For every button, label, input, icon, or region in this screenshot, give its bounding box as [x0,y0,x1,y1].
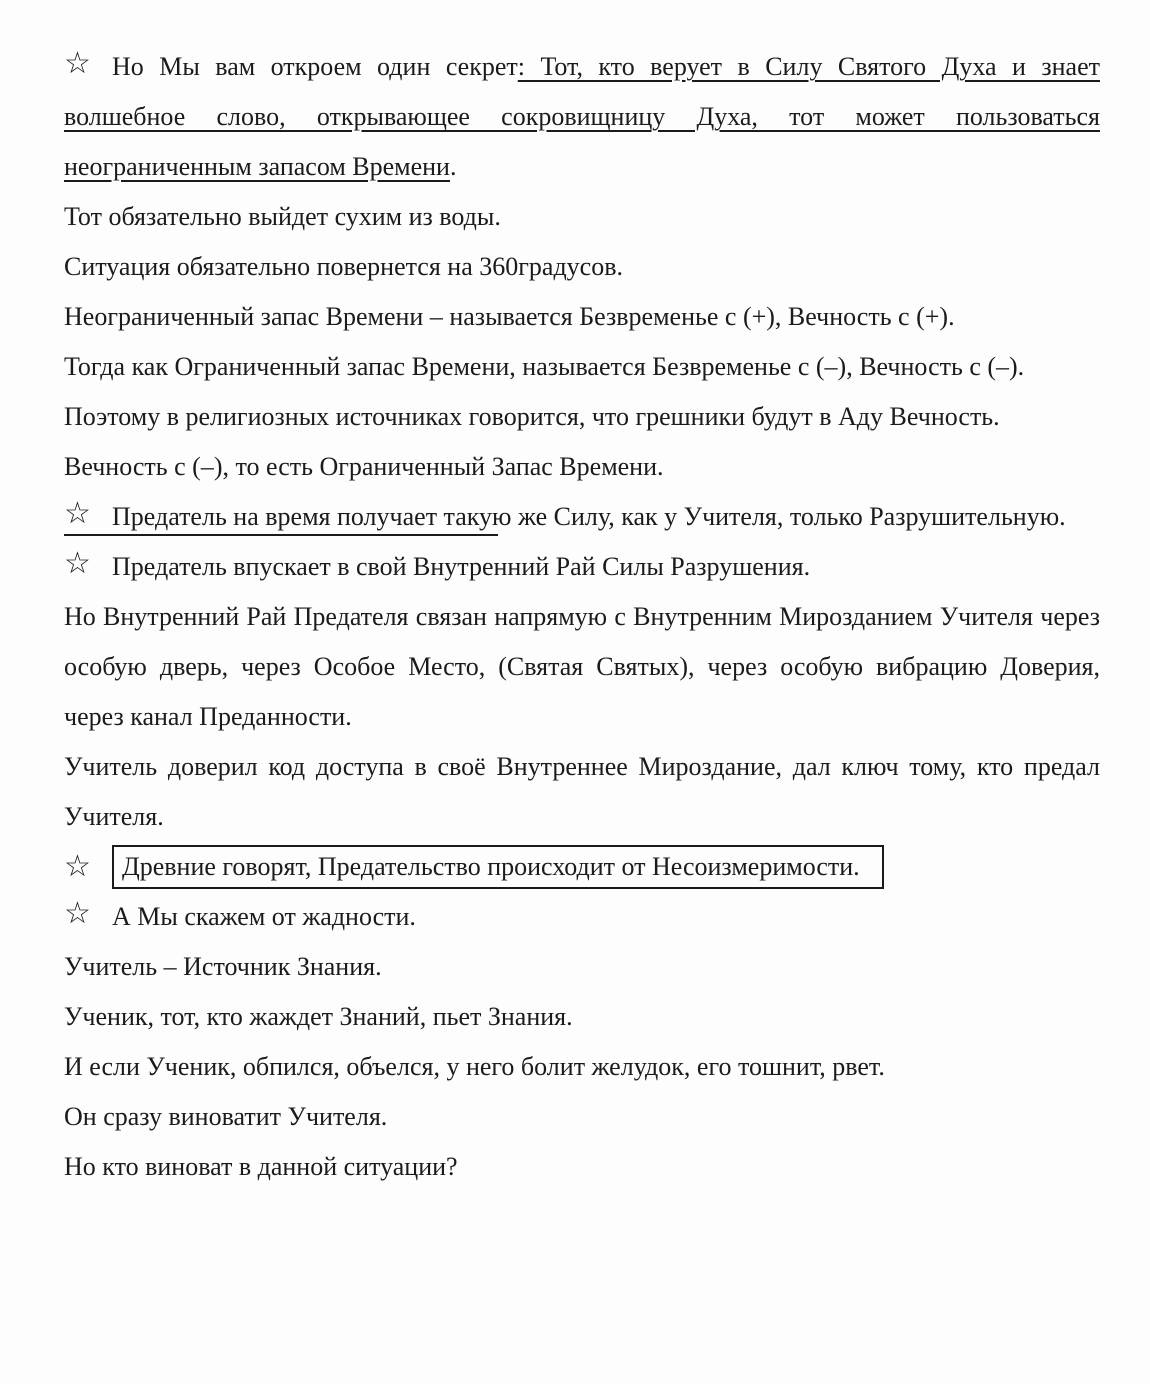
paragraph-secret-underlined: Тот, кто верует в Силу Святого Духа и знает волшебное слово, открывающее сокровищницу Духа, тот может пользоваться неограниченным запасом Времени [64,52,1100,181]
paragraph-traitor-paradise [64,542,1100,592]
paragraph-traitor-power-text: Предатель на время получает такую же Силу, как у Учителя, только Разрушительную. [112,502,1066,531]
paragraph-teacher-source: Учитель – Источник Знания. [64,952,382,981]
paragraph-unlimited-time: Неограниченный запас Времени – называется Безвременье с (+), Вечность с (+). [64,302,955,331]
star-icon: ☆ [64,897,91,930]
paragraph-secret-end: . [449,152,457,181]
paragraph-question: Но кто виноват в данной ситуации? [64,1152,458,1181]
paragraph-limited-time: Тогда как Ограниченный запас Времени, называется Безвременье с (–), Вечность с (–). [64,352,1025,381]
paragraph-blames: Он сразу виноватит Учителя. [64,1102,388,1131]
paragraph-student: Ученик, тот, кто жаждет Знаний, пьет Знания. [64,1002,573,1031]
paragraph-religious-sources: Поэтому в религиозных источниках говорится, что грешники будут в Аду Вечность. [64,402,1000,431]
star-icon: ☆ [64,850,91,883]
paragraph-secret-colon: : [517,52,525,81]
document-body [64,42,1100,1192]
paragraph-traitor-power [64,492,1100,542]
paragraph-access-code: Учитель доверил код доступа в своё Внутреннее Мироздание, дал ключ тому, кто предал Учителя. [64,752,1100,831]
paragraph-secret-intro: Но Мы вам откроем один секрет [112,52,518,81]
paragraph-dry: Тот обязательно выйдет сухим из воды. [64,202,501,231]
star-icon: ☆ [64,497,91,530]
paragraph-secret [64,42,1100,192]
paragraph-greed [64,892,1100,942]
star-icon: ☆ [64,47,91,80]
paragraph-inner-paradise: Но Внутренний Рай Предателя связан напрямую с Внутренним Мирозданием Учителя через особую дверь, через Особое Место, (Святая Святых), через особую вибрацию Доверия, через канал Преданности. [64,602,1100,731]
paragraph-traitor-paradise-text: Предатель впускает в свой Внутренний Рай Силы Разрушения. [112,552,811,581]
paragraph-greed-text: А Мы скажем от жадности. [112,902,416,931]
paragraph-overfed: И если Ученик, обпился, объелся, у него болит желудок, его тошнит, рвет. [64,1052,885,1081]
paragraph-ancients [64,842,1100,892]
paragraph-360: Ситуация обязательно повернется на 360градусов. [64,252,623,281]
star-icon: ☆ [64,547,91,580]
paragraph-eternity-minus: Вечность с (–), то есть Ограниченный Запас Времени. [64,452,664,481]
boxed-quote: Древние говорят, Предательство происходит от Несоизмеримости. [112,845,884,889]
